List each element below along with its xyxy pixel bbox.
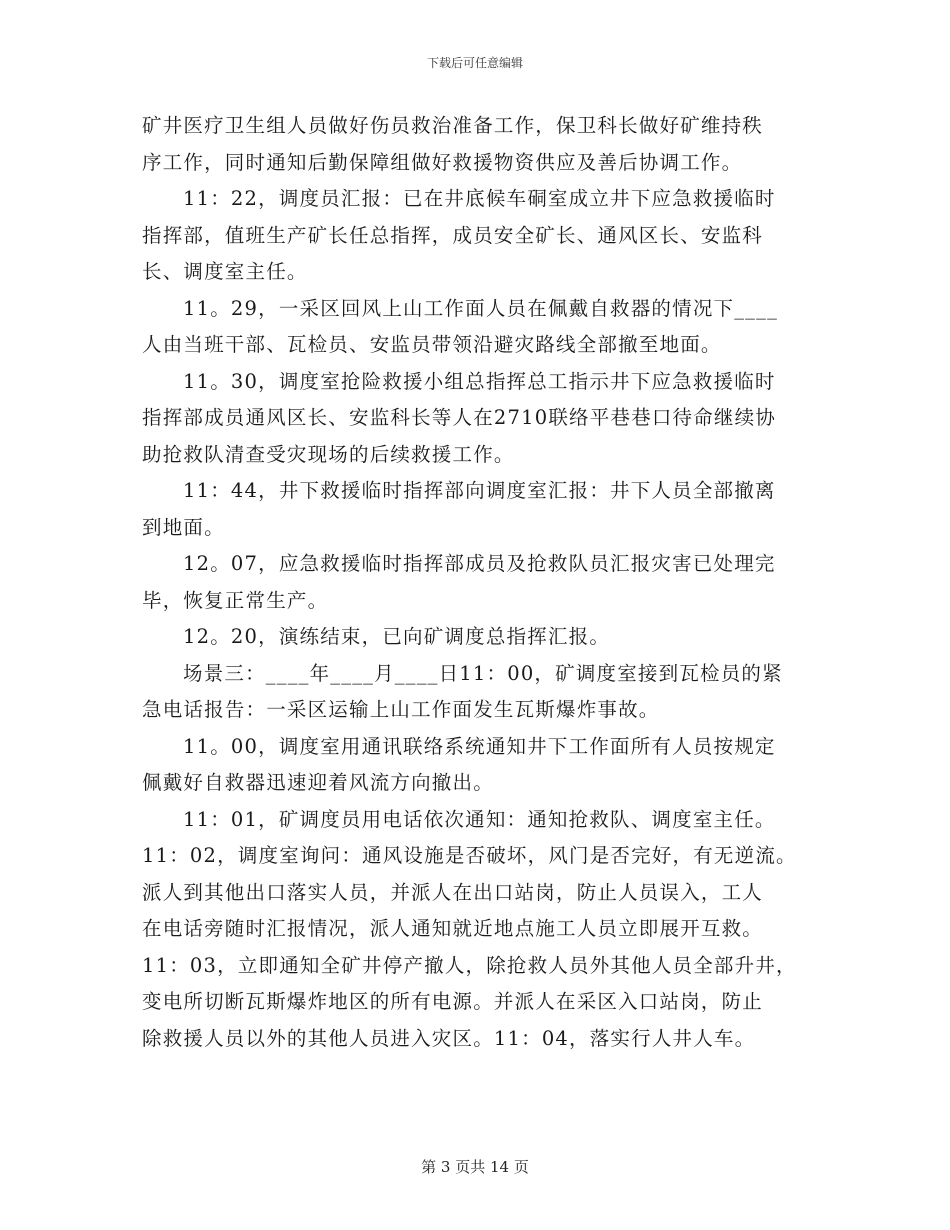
text-line: 11。30，调度室抢险救援小组总指挥总工指示井下应急救援临时: [183, 369, 776, 393]
text-line: 到地面。: [142, 515, 225, 539]
text-line: 11：01，矿调度员用电话依次通知：通知抢救队、调度室主任。: [183, 807, 776, 831]
text-line: 11：44，井下救援临时指挥部向调度室汇报：井下人员全部撤离: [183, 479, 776, 502]
text-line: 佩戴好自救器迅速迎着风流方向撤出。: [142, 771, 494, 794]
text-line: 12。07，应急救援临时指挥部成员及抢救队员汇报灾害已处理完: [183, 552, 776, 575]
text-line: 矿井医疗卫生组人员做好伤员救治准备工作，保卫科长做好矿维持秩: [142, 114, 764, 137]
text-line: 变电所切断瓦斯爆炸地区的所有电源。并派人在采区入口站岗，防止: [142, 990, 764, 1013]
text-line: 在电话旁随时汇报情况，派人通知就近地点施工人员立即展开互救。: [142, 917, 764, 940]
text-line: 序工作，同时通知后勤保障组做好救援物资供应及善后协调工作。: [142, 150, 743, 174]
text-line: 长、调度室主任。: [142, 260, 308, 283]
text-line: 场景三：____年____月____日11：00，矿调度室接到瓦检员的紧: [183, 661, 783, 685]
text-line: 11：02，调度室询问：通风设施是否破坏，风门是否完好，有无逆流。: [142, 844, 797, 867]
page-header: 下载后可任意编辑: [426, 56, 523, 70]
page-footer: 第 3 页共 14 页: [421, 1158, 529, 1176]
text-line: 12。20，演练结束，已向矿调度总指挥汇报。: [183, 625, 611, 648]
text-line: 急电话报告：一采区运输上山工作面发生瓦斯爆炸事故。: [142, 698, 660, 721]
text-line: 11。29，一采区回风上山工作面人员在佩戴自救器的情况下____: [183, 296, 779, 320]
text-line: 11。00，调度室用通讯联络系统通知井下工作面所有人员按规定: [183, 734, 776, 758]
text-line: 毕，恢复正常生产。: [142, 588, 329, 612]
text-line: 助抢救队清查受灾现场的后续救援工作。: [142, 442, 515, 466]
text-line: 指挥部，值班生产矿长任总指挥，成员安全矿长、通风区长、安监科: [142, 223, 764, 247]
document-body: [142, 108, 810, 1057]
text-line: 指挥部成员通风区长、安监科长等人在2710联络平巷巷口待命继续协: [142, 406, 777, 429]
text-line: 人由当班干部、瓦检员、安监员带领沿避灾路线全部撤至地面。: [142, 333, 722, 356]
text-line: 11：03，立即通知全矿井停产撤人，除抢救人员外其他人员全部升井，: [142, 953, 797, 977]
text-line: 11：22，调度员汇报：已在井底候车硐室成立井下应急救援临时: [183, 187, 776, 210]
text-line: 派人到其他出口落实人员，并派人在出口站岗，防止人员误入，工人: [142, 880, 764, 904]
text-line: 除救援人员以外的其他人员进入灾区。11：04，落实行人井人车。: [142, 1026, 756, 1050]
